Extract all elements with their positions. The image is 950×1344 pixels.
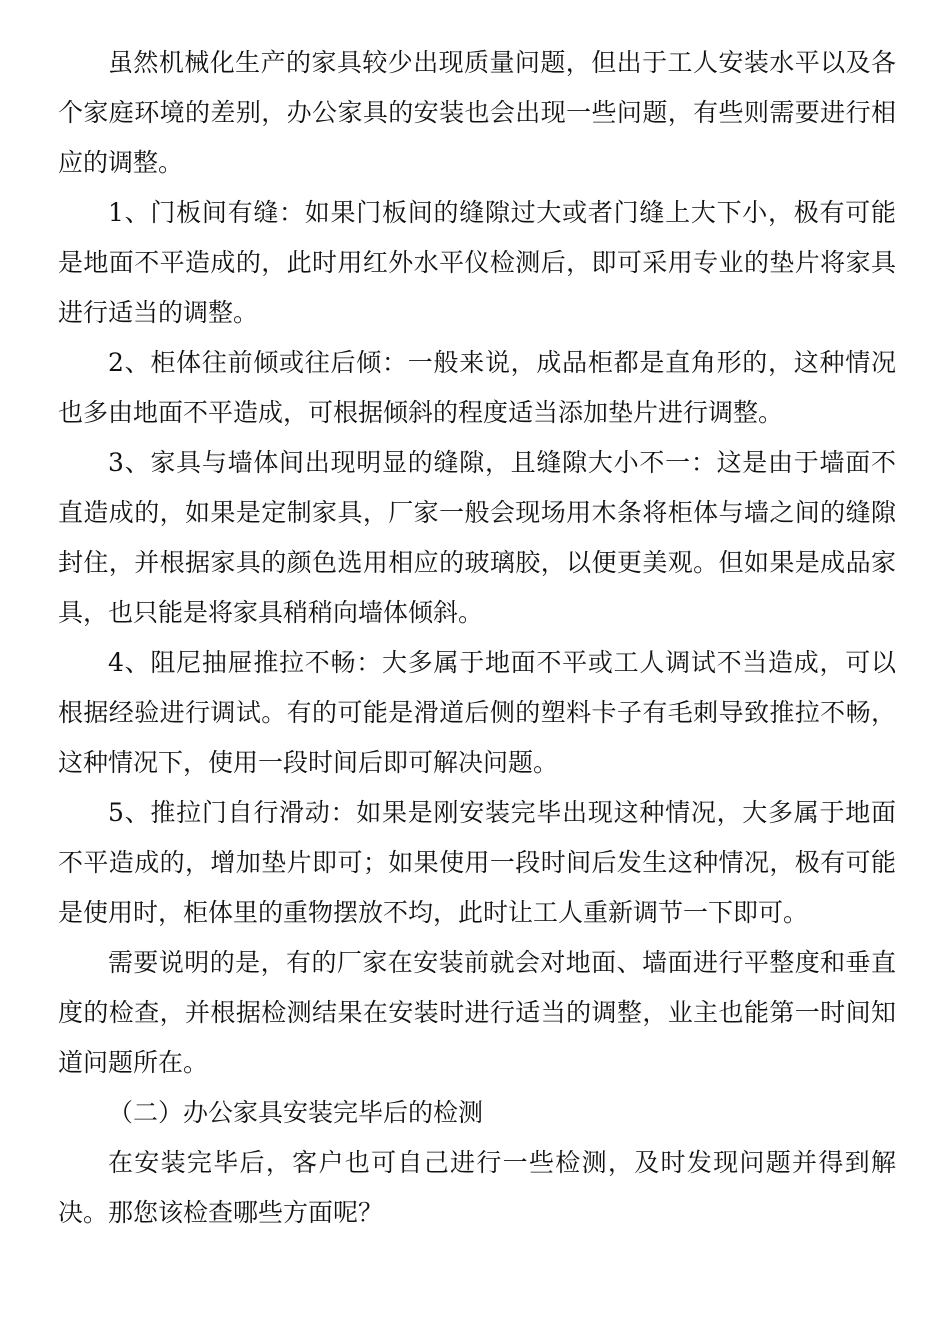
note-paragraph: 需要说明的是，有的厂家在安装前就会对地面、墙面进行平整度和垂直度的检查，并根据检测结果在安装时进行适当的调整，业主也能第一时间知道问题所在。	[58, 948, 896, 1077]
item-1-paragraph: 1、门板间有缝：如果门板间的缝隙过大或者门缝上大下小，极有可能是地面不平造成的，此时用红外水平仪检测后，即可采用专业的垫片将家具进行适当的调整。	[58, 198, 896, 327]
closing-paragraph: 在安装完毕后，客户也可自己进行一些检测，及时发现问题并得到解决。那您该检查哪些方面呢？	[58, 1148, 896, 1227]
intro-paragraph: 虽然机械化生产的家具较少出现质量问题，但出于工人安装水平以及各个家庭环境的差别，办公家具的安装也会出现一些问题，有些则需要进行相应的调整。	[58, 48, 896, 177]
section-heading: （二）办公家具安装完毕后的检测	[108, 1098, 484, 1127]
item-3-paragraph: 3、家具与墙体间出现明显的缝隙，且缝隙大小不一：这是由于墙面不直造成的，如果是定制家具，厂家一般会现场用木条将柜体与墙之间的缝隙封住，并根据家具的颜色选用相应的玻璃胶，以便更美观。但如果是成品家具，也只能是将家具稍稍向墙体倾斜。	[58, 448, 896, 627]
item-2-paragraph: 2、柜体往前倾或往后倾：一般来说，成品柜都是直角形的，这种情况也多由地面不平造成，可根据倾斜的程度适当添加垫片进行调整。	[58, 348, 896, 427]
item-5-paragraph: 5、推拉门自行滑动：如果是刚安装完毕出现这种情况，大多属于地面不平造成的，增加垫片即可；如果使用一段时间后发生这种情况，极有可能是使用时，柜体里的重物摆放不均，此时让工人重新调节一下即可。	[58, 798, 896, 927]
item-4-paragraph: 4、阻尼抽屉推拉不畅：大多属于地面不平或工人调试不当造成，可以根据经验进行调试。有的可能是滑道后侧的塑料卡子有毛刺导致推拉不畅，这种情况下，使用一段时间后即可解决问题。	[58, 648, 896, 777]
document-body	[58, 38, 896, 1238]
